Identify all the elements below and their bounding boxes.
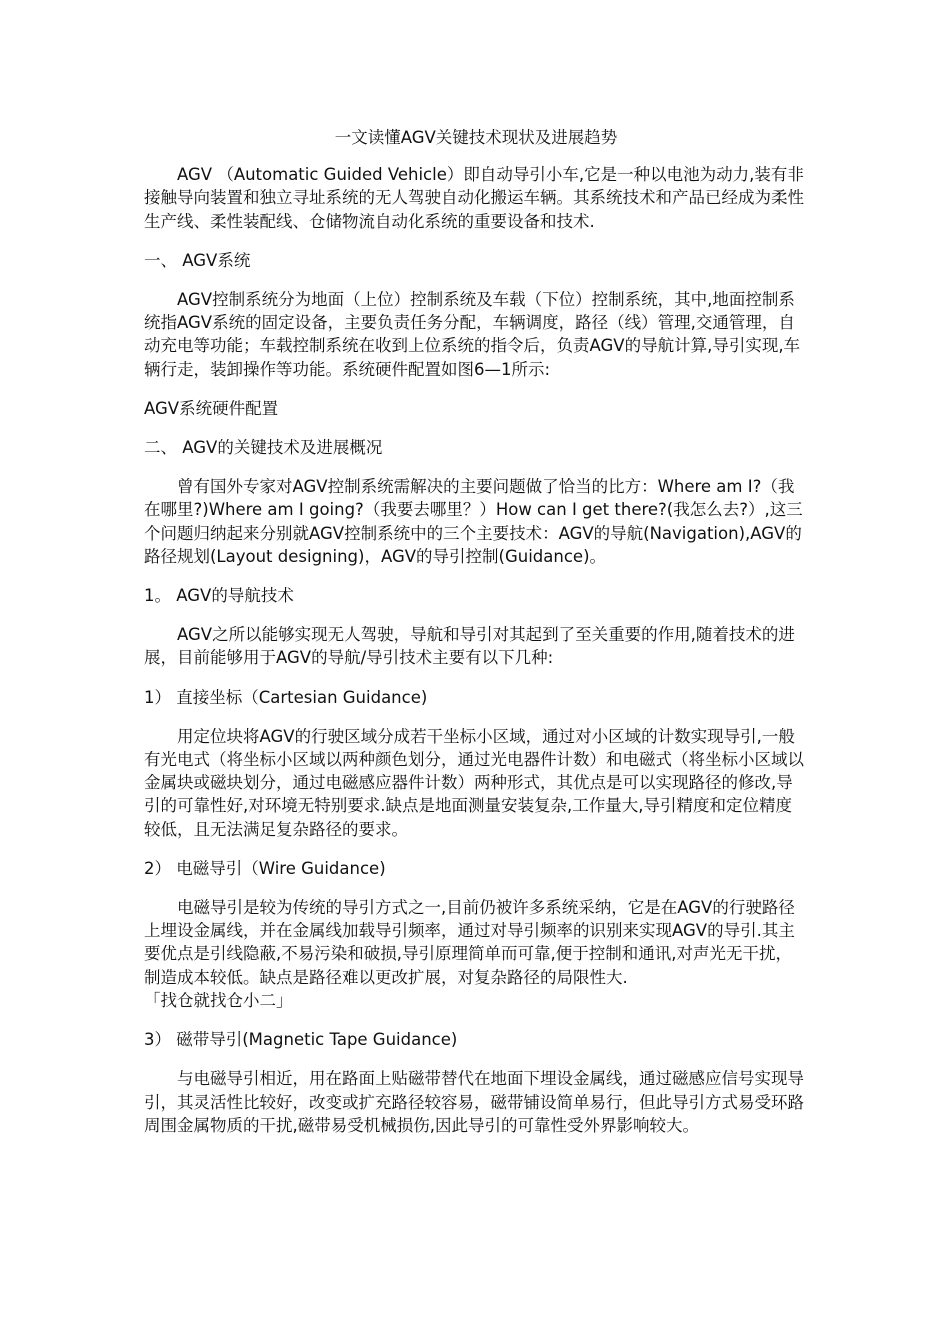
item2-tail: 「找仓就找仓小二」 — [144, 990, 293, 1010]
item2-paragraph: 电磁导引是较为传统的导引方式之一,目前仍被许多系统采纳，它是在AGV的行驶路径上埋设金属线，并在金属线加载导引频率，通过对导引频率的识别来实现AGV的导引.其主要优点是引线隐蔽,不易污染和破损,导引原理简单而可靠,便于控制和通讯,对声光无干扰，制造成本较低。缺点是路径难以更改扩展，对复杂路径的局限性大. — [144, 898, 795, 987]
section2-heading: 二、 AGV的关键技术及进展概况 — [144, 438, 383, 458]
item3-paragraph: 与电磁导引相近，用在路面上贴磁带替代在地面下埋设金属线，通过磁感应信号实现导引，其灵活性比较好，改变或扩充路径较容易，磁带铺设简单易行，但此导引方式易受环路周围金属物质的干扰,磁带易受机械损伤,因此导引的可靠性受外界影响较大。 — [144, 1069, 804, 1135]
section1-paragraph: AGV控制系统分为地面（上位）控制系统及车载（下位）控制系统，其中,地面控制系统指AGV系统的固定设备，主要负责任务分配，车辆调度，路径（线）管理,交通管理，自动充电等功能；车载控制系统在收到上位系统的指令后，负责AGV的导航计算,导引实现,车辆行走，装卸操作等功能。系统硬件配置如图6—1所示: — [144, 290, 801, 379]
item1-heading: 1） 直接坐标（Cartesian Guidance) — [144, 687, 428, 707]
item2-heading: 2） 电磁导引（Wire Guidance) — [144, 858, 386, 878]
sub1-paragraph: AGV之所以能够实现无人驾驶，导航和导引对其起到了至关重要的作用,随着技术的进展，目前能够用于AGV的导航/导引技术主要有以下几种: — [144, 625, 795, 668]
section2-paragraph: 曾有国外专家对AGV控制系统需解决的主要问题做了恰当的比方：Where am I?（我在哪里?)Where am I going?（我要去哪里？）How can I get there?(我怎么去?）,这三个问题归纳起来分别就AGV控制系统中的三个主要技术：AGV的导航(Navigation),AGV的路径规划(Layout designing)，AGV的导引控制(Guidance)。 — [144, 477, 803, 566]
section1-heading: 一、 AGV系统 — [144, 250, 251, 270]
document-page — [144, 126, 808, 1153]
document-title: 一文读懂AGV关键技术现状及进展趋势 — [334, 128, 618, 147]
intro-paragraph: AGV （Automatic Guided Vehicle）即自动导引小车,它是一种以电池为动力,装有非接触导向装置和独立寻址系统的无人驾驶自动化搬运车辆。其系统技术和产品已经成为柔性生产线、柔性装配线、仓储物流自动化系统的重要设备和技术. — [144, 165, 804, 231]
item1-paragraph: 用定位块将AGV的行驶区域分成若干坐标小区域，通过对小区域的计数实现导引,一般有光电式（将坐标小区域以两种颜色划分，通过光电器件计数）和电磁式（将坐标小区域以金属块或磁块划分，通过电磁感应器件计数）两种形式，其优点是可以实现路径的修改,导引的可靠性好,对环境无特别要求.缺点是地面测量安装复杂,工作量大,导引精度和定位精度较低，且无法满足复杂路径的要求。 — [144, 726, 804, 839]
sub1-heading: 1。 AGV的导航技术 — [144, 586, 294, 606]
figure-caption: AGV系统硬件配置 — [144, 398, 279, 418]
item3-heading: 3） 磁带导引(Magnetic Tape Guidance) — [144, 1030, 458, 1050]
